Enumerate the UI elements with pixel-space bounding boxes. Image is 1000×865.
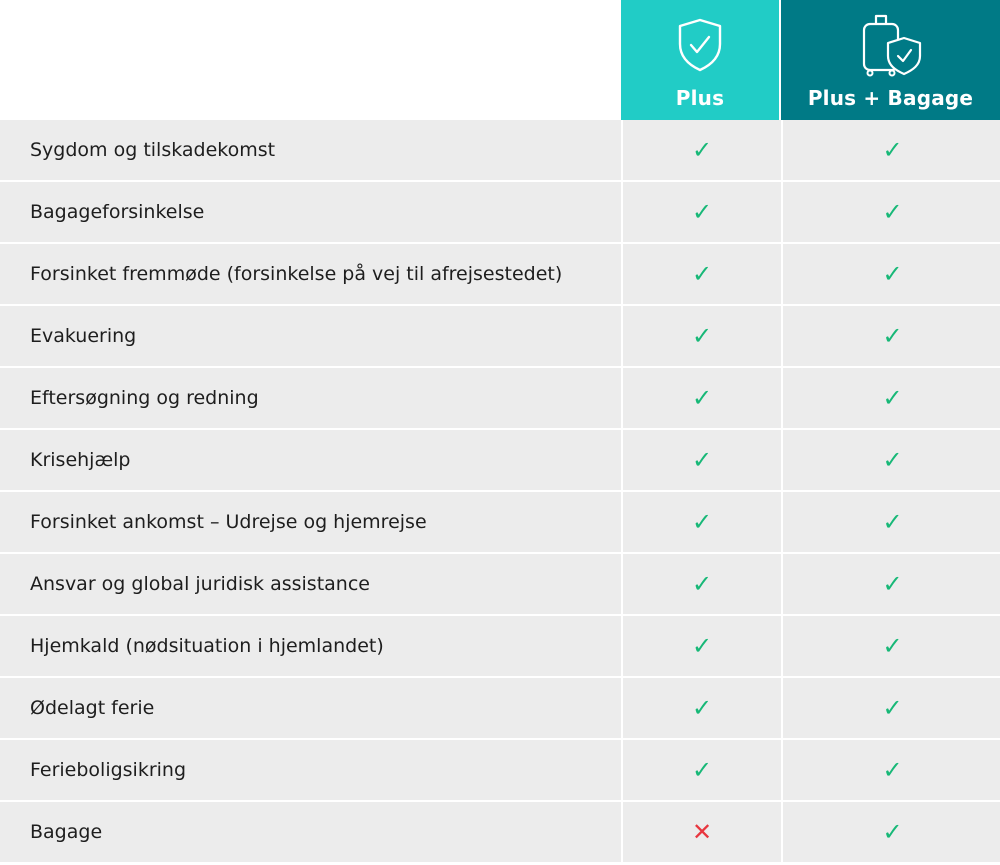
coverage-cell-bagage bbox=[781, 740, 1000, 800]
table-row bbox=[0, 738, 1000, 800]
checkmark-icon: ✓ bbox=[691, 384, 713, 412]
coverage-cell-plus bbox=[621, 492, 781, 552]
coverage-cell-plus bbox=[621, 306, 781, 366]
coverage-name: Forsinket fremmøde (forsinkelse på vej til afrejsestedet) bbox=[30, 263, 563, 285]
coverage-name: Ferieboligsikring bbox=[30, 759, 187, 781]
checkmark-icon: ✓ bbox=[691, 322, 713, 350]
checkmark-icon: ✓ bbox=[691, 694, 713, 722]
checkmark-icon: ✓ bbox=[691, 198, 713, 226]
checkmark-icon: ✓ bbox=[882, 384, 903, 412]
coverage-cell-plus bbox=[621, 678, 781, 738]
coverage-cell-plus bbox=[621, 244, 781, 304]
coverage-cell-plus bbox=[621, 554, 781, 614]
coverage-cell-plus bbox=[621, 430, 781, 490]
table-header bbox=[0, 0, 1000, 120]
coverage-cell-plus bbox=[621, 740, 781, 800]
coverage-cell-bagage bbox=[781, 616, 1000, 676]
table-row bbox=[0, 242, 1000, 304]
checkmark-icon: ✓ bbox=[882, 446, 903, 474]
coverage-cell-bagage bbox=[781, 120, 1000, 180]
coverage-cell-plus bbox=[621, 802, 781, 862]
checkmark-icon: ✓ bbox=[691, 508, 713, 536]
coverage-cell-bagage bbox=[781, 306, 1000, 366]
coverage-cell-bagage bbox=[781, 182, 1000, 242]
checkmark-icon: ✓ bbox=[882, 818, 903, 846]
coverage-name: Hjemkald (nødsituation i hjemlandet) bbox=[30, 635, 384, 657]
table-row bbox=[0, 366, 1000, 428]
coverage-cell-bagage bbox=[781, 802, 1000, 862]
coverage-name: Ansvar og global juridisk assistance bbox=[30, 573, 370, 595]
coverage-cell-plus bbox=[621, 616, 781, 676]
checkmark-icon: ✓ bbox=[691, 756, 713, 784]
column-header-plus-bagage bbox=[781, 0, 1000, 120]
checkmark-icon: ✓ bbox=[882, 694, 903, 722]
checkmark-icon: ✓ bbox=[691, 136, 713, 164]
checkmark-icon: ✓ bbox=[882, 260, 903, 288]
table-row bbox=[0, 304, 1000, 366]
checkmark-icon: ✓ bbox=[882, 756, 903, 784]
table-row bbox=[0, 800, 1000, 862]
coverage-cell-bagage bbox=[781, 368, 1000, 428]
coverage-cell-bagage bbox=[781, 244, 1000, 304]
checkmark-icon: ✓ bbox=[691, 632, 713, 660]
table-row bbox=[0, 120, 1000, 180]
column-label-plus-bagage: Plus + Bagage bbox=[807, 86, 974, 110]
suitcase-shield-icon bbox=[781, 10, 1000, 80]
table-row bbox=[0, 614, 1000, 676]
table-row bbox=[0, 490, 1000, 552]
coverage-cell-bagage bbox=[781, 430, 1000, 490]
coverage-name: Eftersøgning og redning bbox=[30, 387, 259, 409]
coverage-cell-bagage bbox=[781, 554, 1000, 614]
coverage-name: Bagageforsinkelse bbox=[30, 201, 205, 223]
table-row bbox=[0, 552, 1000, 614]
checkmark-icon: ✓ bbox=[882, 322, 903, 350]
table-row bbox=[0, 676, 1000, 738]
coverage-name: Forsinket ankomst – Udrejse og hjemrejse bbox=[30, 511, 427, 533]
checkmark-icon: ✓ bbox=[691, 446, 713, 474]
coverage-cell-plus bbox=[621, 120, 781, 180]
column-label-plus: Plus bbox=[675, 86, 725, 110]
coverage-name: Sygdom og tilskadekomst bbox=[30, 139, 276, 161]
table-row bbox=[0, 428, 1000, 490]
checkmark-icon: ✓ bbox=[882, 136, 903, 164]
checkmark-icon: ✓ bbox=[691, 570, 713, 598]
coverage-cell-plus bbox=[621, 368, 781, 428]
coverage-name: Evakuering bbox=[30, 325, 137, 347]
coverage-cell-plus bbox=[621, 182, 781, 242]
coverage-name: Krisehjælp bbox=[30, 449, 131, 471]
table-row bbox=[0, 180, 1000, 242]
column-header-plus bbox=[621, 0, 779, 120]
checkmark-icon: ✓ bbox=[691, 260, 713, 288]
coverage-name: Ødelagt ferie bbox=[30, 697, 155, 719]
coverage-cell-bagage bbox=[781, 678, 1000, 738]
cross-icon: ✕ bbox=[691, 818, 713, 846]
shield-check-icon bbox=[621, 10, 779, 80]
checkmark-icon: ✓ bbox=[882, 570, 903, 598]
coverage-cell-bagage bbox=[781, 492, 1000, 552]
checkmark-icon: ✓ bbox=[882, 508, 903, 536]
coverage-name: Bagage bbox=[30, 821, 103, 843]
checkmark-icon: ✓ bbox=[882, 632, 903, 660]
checkmark-icon: ✓ bbox=[882, 198, 903, 226]
coverage-rows bbox=[0, 120, 1000, 862]
